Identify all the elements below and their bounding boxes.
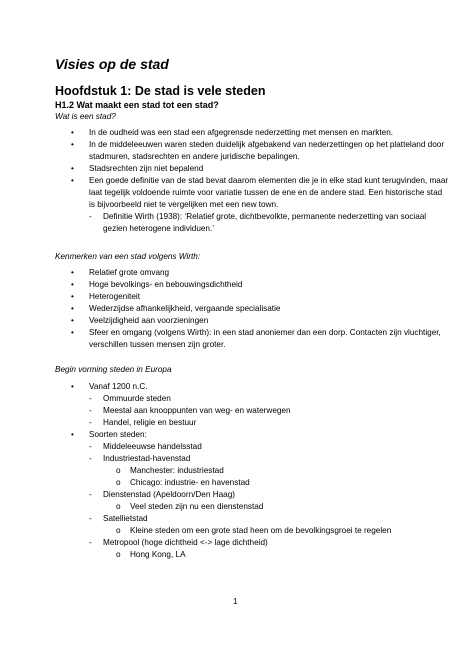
list-item: • In de oudheid was een stad een afgegrensde nederzetting met mensen en markten. xyxy=(71,128,394,137)
list-item: • Wederzijdse afhankelijkheid, vergaande specialisatie xyxy=(71,304,281,313)
bullet-icon: • xyxy=(71,164,74,173)
bullet-icon: • xyxy=(71,176,74,185)
dash-icon: - xyxy=(89,454,92,463)
list-item-sub: - Dienstenstad (Apeldoorn/Den Haag) xyxy=(89,490,235,499)
bullet-icon: • xyxy=(71,328,74,337)
section-heading: H1.2 Wat maakt een stad tot een stad? xyxy=(55,100,219,110)
dash-icon: - xyxy=(89,442,92,451)
list-item-sub: - Industriestad-havenstad xyxy=(89,454,191,463)
begin-heading: Begin vorming steden in Europa xyxy=(55,365,172,374)
list-item-subsub: o Hong Kong, LA xyxy=(116,550,186,559)
dash-icon: - xyxy=(89,490,92,499)
dash-icon: - xyxy=(89,514,92,523)
list-item-sub: - Meestal aan knooppunten van weg- en waterwegen xyxy=(89,406,291,415)
list-item: • Relatief grote omvang xyxy=(71,268,170,277)
list-item-sub: - Middeleeuwse handelsstad xyxy=(89,442,202,451)
kenmerken-list xyxy=(0,267,474,351)
list-item-sub: - Satellietstad xyxy=(89,514,148,523)
circle-bullet-icon: o xyxy=(116,526,121,535)
list-item-subsub: o Manchester: industriestad xyxy=(116,466,224,475)
list-item: • Veelzijdigheid aan voorzieningen xyxy=(71,316,209,325)
list-item: • Sfeer en omgang (volgens Wirth): in een stad anoniemer dan een dorp. Contacten zijn vluchtiger, verschillen tussen mensen zijn groter. xyxy=(71,328,441,349)
list-item-sub: - Handel, religie en bestuur xyxy=(89,418,197,427)
kenmerken-heading: Kenmerken van een stad volgens Wirth: xyxy=(55,252,201,261)
list-item: • Soorten steden: xyxy=(71,430,147,439)
list-item-subsub: o Veel steden zijn nu een dienstenstad xyxy=(116,502,264,511)
dash-icon: - xyxy=(89,418,92,427)
steden-list xyxy=(0,381,474,561)
dash-icon: - xyxy=(89,212,92,221)
list-item: • Heterogeniteit xyxy=(71,292,140,301)
document-title: Visies op de stad xyxy=(55,56,169,72)
circle-bullet-icon: o xyxy=(116,502,121,511)
bullet-icon: • xyxy=(71,268,74,277)
bullet-icon: • xyxy=(71,430,74,439)
bullet-icon: • xyxy=(71,292,74,301)
bullet-icon: • xyxy=(71,316,74,325)
list-item: • Hoge bevolkings- en bebouwingsdichtheid xyxy=(71,280,243,289)
definition-list xyxy=(0,127,474,235)
page-number: 1 xyxy=(233,597,238,606)
bullet-icon: • xyxy=(71,280,74,289)
list-item-subsub: o Chicago: industrie- en havenstad xyxy=(116,478,250,487)
bullet-icon: • xyxy=(71,128,74,137)
bullet-icon: • xyxy=(71,382,74,391)
list-item: • In de middeleeuwen waren steden duidelijk afgebakend van nederzettingen op het platteland door stadmuren, stadsrechten en andere juridische bepalingen. xyxy=(71,140,445,161)
dash-icon: - xyxy=(89,538,92,547)
circle-bullet-icon: o xyxy=(116,550,121,559)
dash-icon: - xyxy=(89,394,92,403)
list-item-sub: - Ommuurde steden xyxy=(89,394,171,403)
question-subheading: Wat is een stad? xyxy=(55,112,116,121)
bullet-icon: • xyxy=(71,304,74,313)
list-item-sub: - Metropool (hoge dichtheid <-> lage dichtheid) xyxy=(89,538,268,547)
chapter-heading: Hoofdstuk 1: De stad is vele steden xyxy=(55,84,266,98)
list-item-sub: - Definitie Wirth (1938): ‘Relatief grote, dichtbevolkte, permanente nederzetting van sociaal gezien heterogene individuen.’ xyxy=(89,212,427,233)
list-item: • Vanaf 1200 n.C. xyxy=(71,382,148,391)
list-item: • Stadsrechten zijn niet bepalend xyxy=(71,164,204,173)
list-item-subsub: o Kleine steden om een grote stad heen om de bevolkingsgroei te regelen xyxy=(116,526,392,535)
bullet-icon: • xyxy=(71,140,74,149)
circle-bullet-icon: o xyxy=(116,466,121,475)
list-item: • Een goede definitie van de stad bevat daarom elementen die je in elke stad kunt terugvinden, maar laat tegelijk voldoende ruimte voor variatie tussen de ene en de andere stad. Een historische stad is bijvoorbeeld niet te vergelijken met een new town. xyxy=(71,176,449,209)
circle-bullet-icon: o xyxy=(116,478,121,487)
dash-icon: - xyxy=(89,406,92,415)
